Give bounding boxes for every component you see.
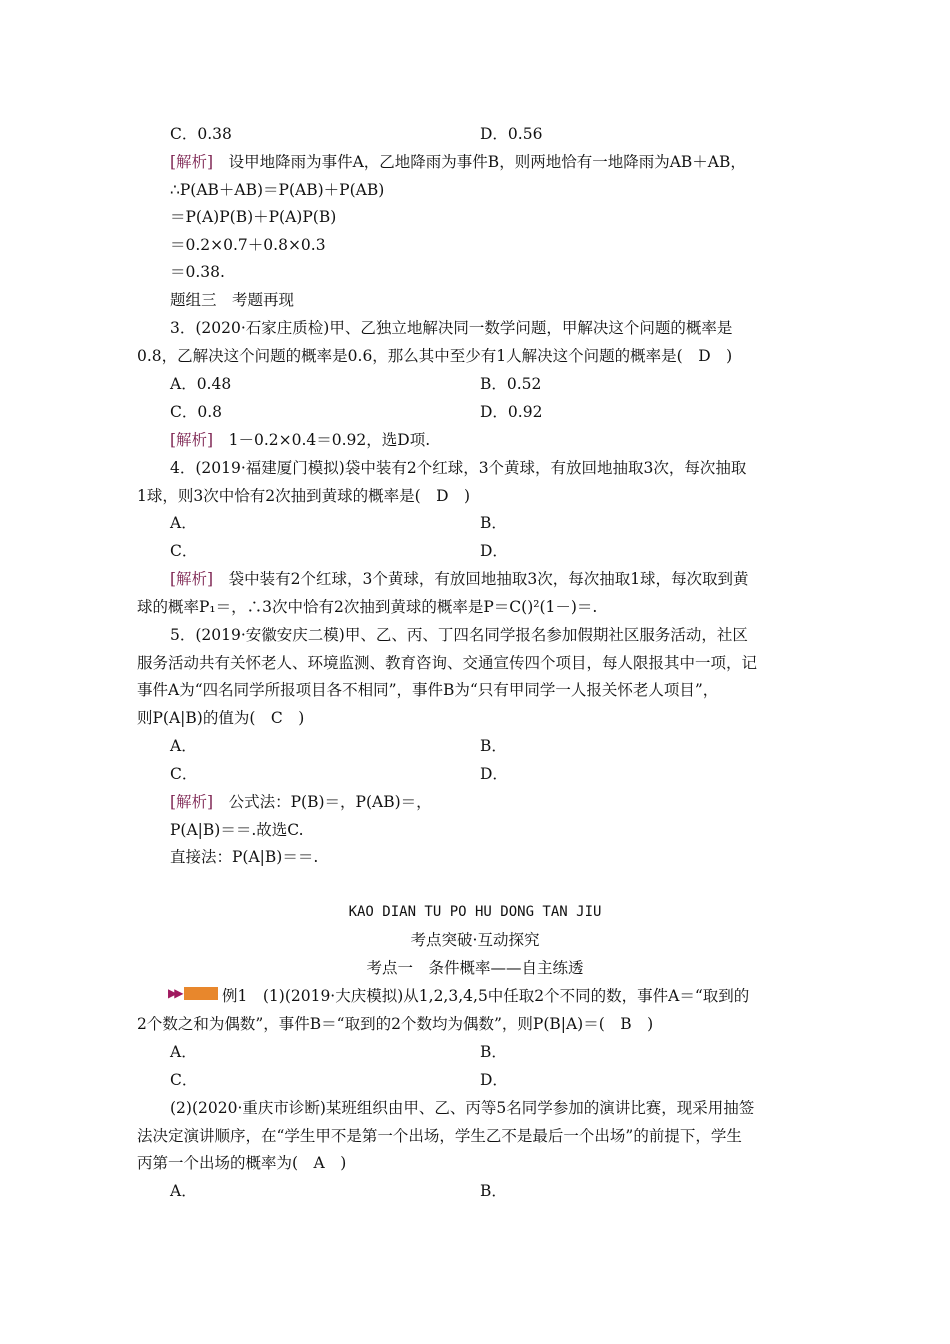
example-1-line: 2个数之和为偶数”，事件B＝“取到的2个数均为偶数”，则P(B|A)＝( B ) <box>137 1015 654 1033</box>
analysis-tag: [解析] <box>170 153 214 171</box>
option-b: B． <box>480 737 507 755</box>
question-3-line: 0.8，乙解决这个问题的概率是0.6，那么其中至少有1人解决这个问题的概率是( D ) <box>137 347 733 365</box>
analysis-text: 设甲地降雨为事件A，乙地降雨为事件B，则两地恰有一地降雨为AB＋AB， <box>213 153 746 171</box>
analysis-line <box>170 792 432 812</box>
formula-line: ＝P(A)P(B)＋P(A)P(B) <box>170 208 337 226</box>
option-c: C．0.38 <box>170 125 232 143</box>
analysis-text: P(A|B)＝＝.故选C. <box>170 821 304 839</box>
option-c: C． <box>170 542 198 560</box>
analysis-line <box>170 430 430 450</box>
section-title: 考点突破·互动探究 <box>410 931 540 949</box>
orange-label-icon <box>184 987 218 1000</box>
option-a: A． <box>170 514 197 532</box>
question-4-line: 1球，则3次中恰有2次抽到黄球的概率是( D ) <box>137 487 471 505</box>
formula-line: ＝0.38. <box>170 263 225 281</box>
option-d: D．0.56 <box>480 125 543 143</box>
example-1-line: 例1 (1)(2019·大庆模拟)从1,2,3,4,5中任取2个不同的数，事件A＝“取到的 <box>222 987 750 1005</box>
question-5-line: 则P(A|B)的值为( C ) <box>137 709 305 727</box>
question-4-line: 4．(2019·福建厦门模拟)袋中装有2个红球，3个黄球，有放回地抽取3次，每次抽取 <box>170 459 747 477</box>
option-c: C． <box>170 1071 198 1089</box>
option-d: D． <box>480 765 508 783</box>
analysis-tag: [解析] <box>170 570 214 588</box>
analysis-text: 直接法：P(A|B)＝＝. <box>170 848 319 866</box>
analysis-text: 公式法：P(B)＝，P(AB)＝， <box>213 793 432 811</box>
section-subtitle: 考点一 条件概率——自主练透 <box>366 959 584 977</box>
option-c: C．0.8 <box>170 403 223 421</box>
example-marker <box>168 986 218 1000</box>
question-5-line: 事件A为“四名同学所报项目各不相同”，事件B为“只有甲同学一人报关怀老人项目”， <box>137 681 719 699</box>
analysis-text: 袋中装有2个红球，3个黄球，有放回地抽取3次，每次抽取1球，每次取到黄 <box>213 570 749 588</box>
formula-line: ＝0.2×0.7＋0.8×0.3 <box>170 236 326 254</box>
option-a: A．0.48 <box>170 375 232 393</box>
section-pinyin: KAO DIAN TU PO HU DONG TAN JIU <box>348 904 602 920</box>
analysis-line <box>170 569 749 589</box>
option-b: B． <box>480 1043 507 1061</box>
question-5-line: 服务活动共有关怀老人、环境监测、教育咨询、交通宣传四个项目，每人限报其中一项，记 <box>137 654 758 672</box>
question-3-line: 3．(2020·石家庄质检)甲、乙独立地解决同一数学问题，甲解决这个问题的概率是 <box>170 319 733 337</box>
question-5-line: 5．(2019·安徽安庆二模)甲、乙、丙、丁四名同学报名参加假期社区服务活动，社区 <box>170 626 748 644</box>
option-d: D． <box>480 1071 508 1089</box>
option-a: A． <box>170 1182 197 1200</box>
double-arrow-icon: ▶▶ <box>168 986 181 1000</box>
analysis-text: 1－0.2×0.4＝0.92，选D项. <box>213 431 431 449</box>
example-2-line: (2)(2020·重庆市诊断)某班组织由甲、乙、丙等5名同学参加的演讲比赛，现采用抽签 <box>170 1099 755 1117</box>
option-d: D． <box>480 542 508 560</box>
option-a: A． <box>170 1043 197 1061</box>
group-heading: 题组三 考题再现 <box>170 291 295 309</box>
option-b: B． <box>480 514 507 532</box>
option-d: D．0.92 <box>480 403 543 421</box>
analysis-text: 球的概率P₁＝，∴3次中恰有2次抽到黄球的概率是P＝C()²(1－)＝. <box>137 598 598 616</box>
example-2-line: 法决定演讲顺序，在“学生甲不是第一个出场，学生乙不是最后一个出场”的前提下，学生 <box>137 1127 742 1145</box>
analysis-line <box>170 152 746 172</box>
example-2-line: 丙第一个出场的概率为( A ) <box>137 1154 347 1172</box>
analysis-tag: [解析] <box>170 431 214 449</box>
option-c: C． <box>170 765 198 783</box>
option-b: B．0.52 <box>480 375 542 393</box>
option-b: B． <box>480 1182 507 1200</box>
analysis-tag: [解析] <box>170 793 214 811</box>
option-a: A． <box>170 737 197 755</box>
formula-line: ∴P(AB＋AB)＝P(AB)＋P(AB) <box>170 181 385 199</box>
